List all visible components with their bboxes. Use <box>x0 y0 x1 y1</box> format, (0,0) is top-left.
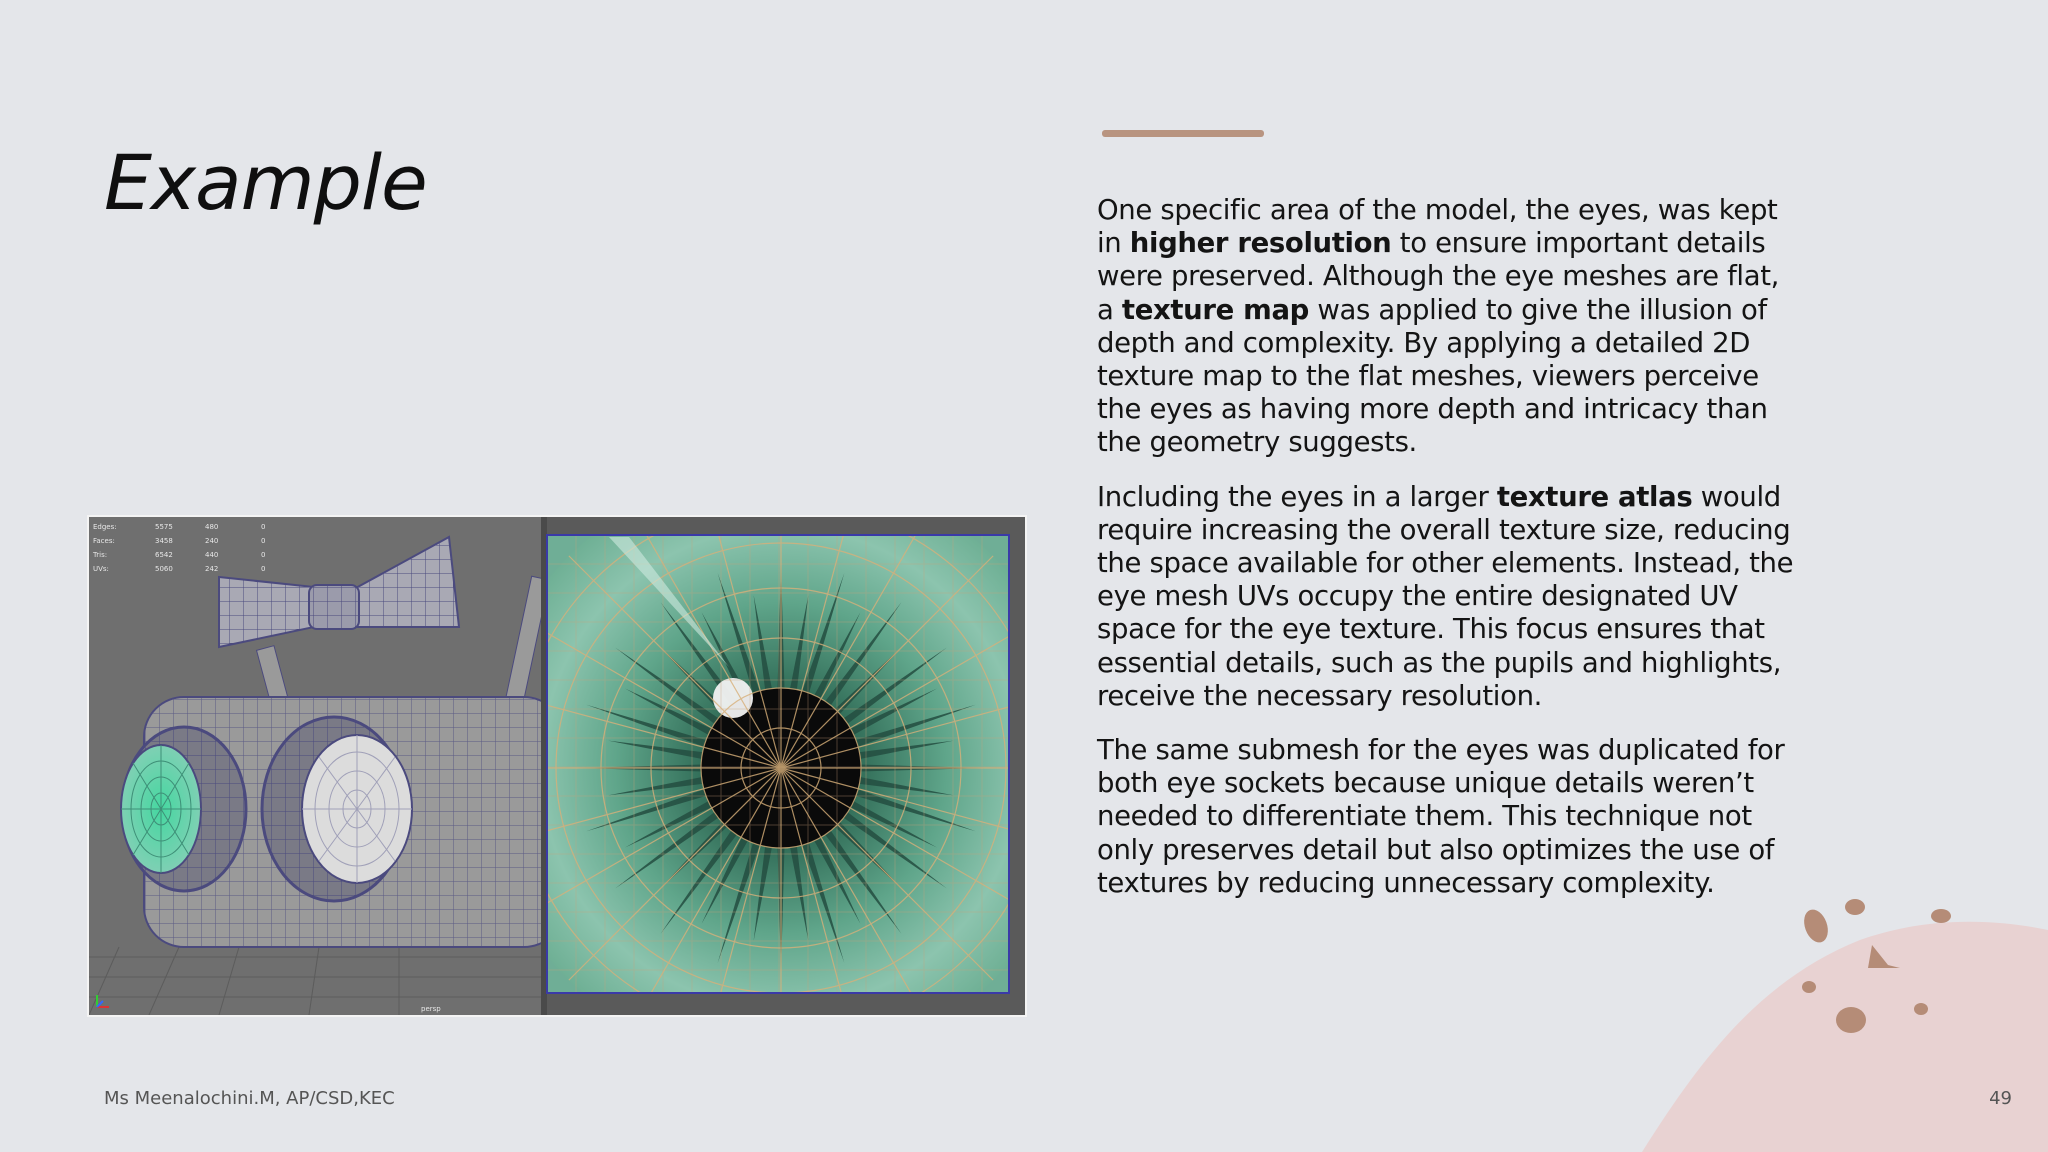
text-run: Including the eyes in a larger <box>1097 480 1497 513</box>
svg-text:Faces:: Faces: <box>93 537 115 545</box>
svg-text:242: 242 <box>205 565 219 573</box>
pink-blob-shape <box>1642 922 2048 1152</box>
bold-term: higher resolution <box>1129 227 1392 260</box>
speck-shape <box>1845 899 1865 915</box>
accent-divider <box>1102 130 1264 137</box>
svg-text:0: 0 <box>261 565 266 573</box>
text-run: The same submesh for the eyes was duplicated for both eye sockets because unique details weren’t needed to differentiate them. This technique not only preserves detail but also optimizes the use of textures by reducing unnecessary complexity. <box>1097 734 1785 899</box>
stat-label: Edges: <box>93 523 117 531</box>
page-number: 49 <box>1989 1088 2012 1109</box>
text-run: to ensure important details were preserved. Although the eye meshes are flat, a <box>1097 227 1780 326</box>
svg-text:480: 480 <box>205 523 219 531</box>
speck-shape <box>1931 909 1951 923</box>
body-paragraph <box>1097 194 1797 460</box>
svg-text:6542: 6542 <box>155 551 173 559</box>
svg-text:5575: 5575 <box>155 523 173 531</box>
speck-shape <box>1914 1003 1928 1015</box>
speck-shape <box>1800 906 1832 945</box>
slide-title: Example <box>104 138 427 227</box>
svg-text:440: 440 <box>205 551 219 559</box>
svg-text:0: 0 <box>261 537 266 545</box>
svg-text:UVs:: UVs: <box>93 565 109 573</box>
svg-text:3458: 3458 <box>155 537 173 545</box>
camera-label: persp <box>421 1005 441 1013</box>
svg-text:0: 0 <box>261 523 266 531</box>
svg-text:Tris:: Tris: <box>93 551 108 559</box>
text-run: One specific area of the model, the eyes, was kept in <box>1097 194 1778 260</box>
speck-shape <box>1836 1007 1866 1033</box>
footer-author: Ms Meenalochini.M, AP/CSD,KEC <box>104 1088 395 1109</box>
body-text <box>1097 194 1797 921</box>
body-paragraph <box>1097 734 1797 900</box>
text-run: would require increasing the overall texture size, reducing the space available for other elements. Instead, the eye mesh UVs occupy the entire designated UV space for the eye texture. This focus ensures that essential details, such as the pupils and highlights, receive the necessary resolution. <box>1097 480 1794 712</box>
viewport-illustration <box>89 517 1025 1015</box>
svg-text:0: 0 <box>261 551 266 559</box>
bold-term: texture map <box>1121 293 1309 326</box>
svg-text:5060: 5060 <box>155 565 173 573</box>
model-screenshot-figure <box>87 515 1027 1017</box>
svg-text:240: 240 <box>205 537 219 545</box>
body-paragraph <box>1097 481 1797 713</box>
text-run: was applied to give the illusion of depth and complexity. By applying a detailed 2D texture map to the flat meshes, viewers perceive the eyes as having more depth and intricacy than the geometry suggests. <box>1097 293 1768 459</box>
bold-term: texture atlas <box>1496 480 1693 513</box>
speck-shape <box>1802 981 1816 993</box>
